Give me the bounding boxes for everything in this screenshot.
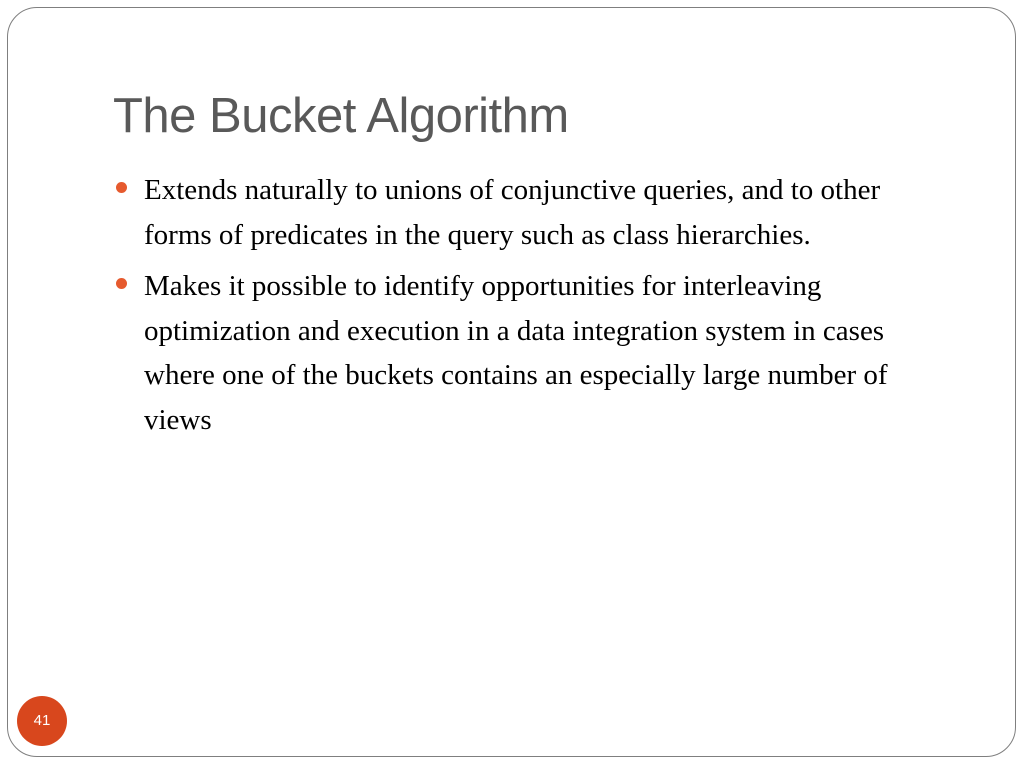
slide-title: The Bucket Algorithm bbox=[113, 89, 569, 143]
page-number-badge: 41 bbox=[17, 696, 67, 746]
bullet-dot-icon bbox=[116, 278, 127, 289]
bullet-item bbox=[115, 264, 925, 442]
bullet-item bbox=[115, 168, 925, 257]
bullet-text: Makes it possible to identify opportunities for interleaving optimization and execution in a data integration system in cases where one of the buckets contains an especially large number of views bbox=[144, 270, 888, 436]
bullet-dot-icon bbox=[116, 182, 127, 193]
bullet-text: Extends naturally to unions of conjunctive queries, and to other forms of predicates in the query such as class hierarchies. bbox=[144, 174, 881, 251]
bullet-list bbox=[115, 168, 925, 449]
